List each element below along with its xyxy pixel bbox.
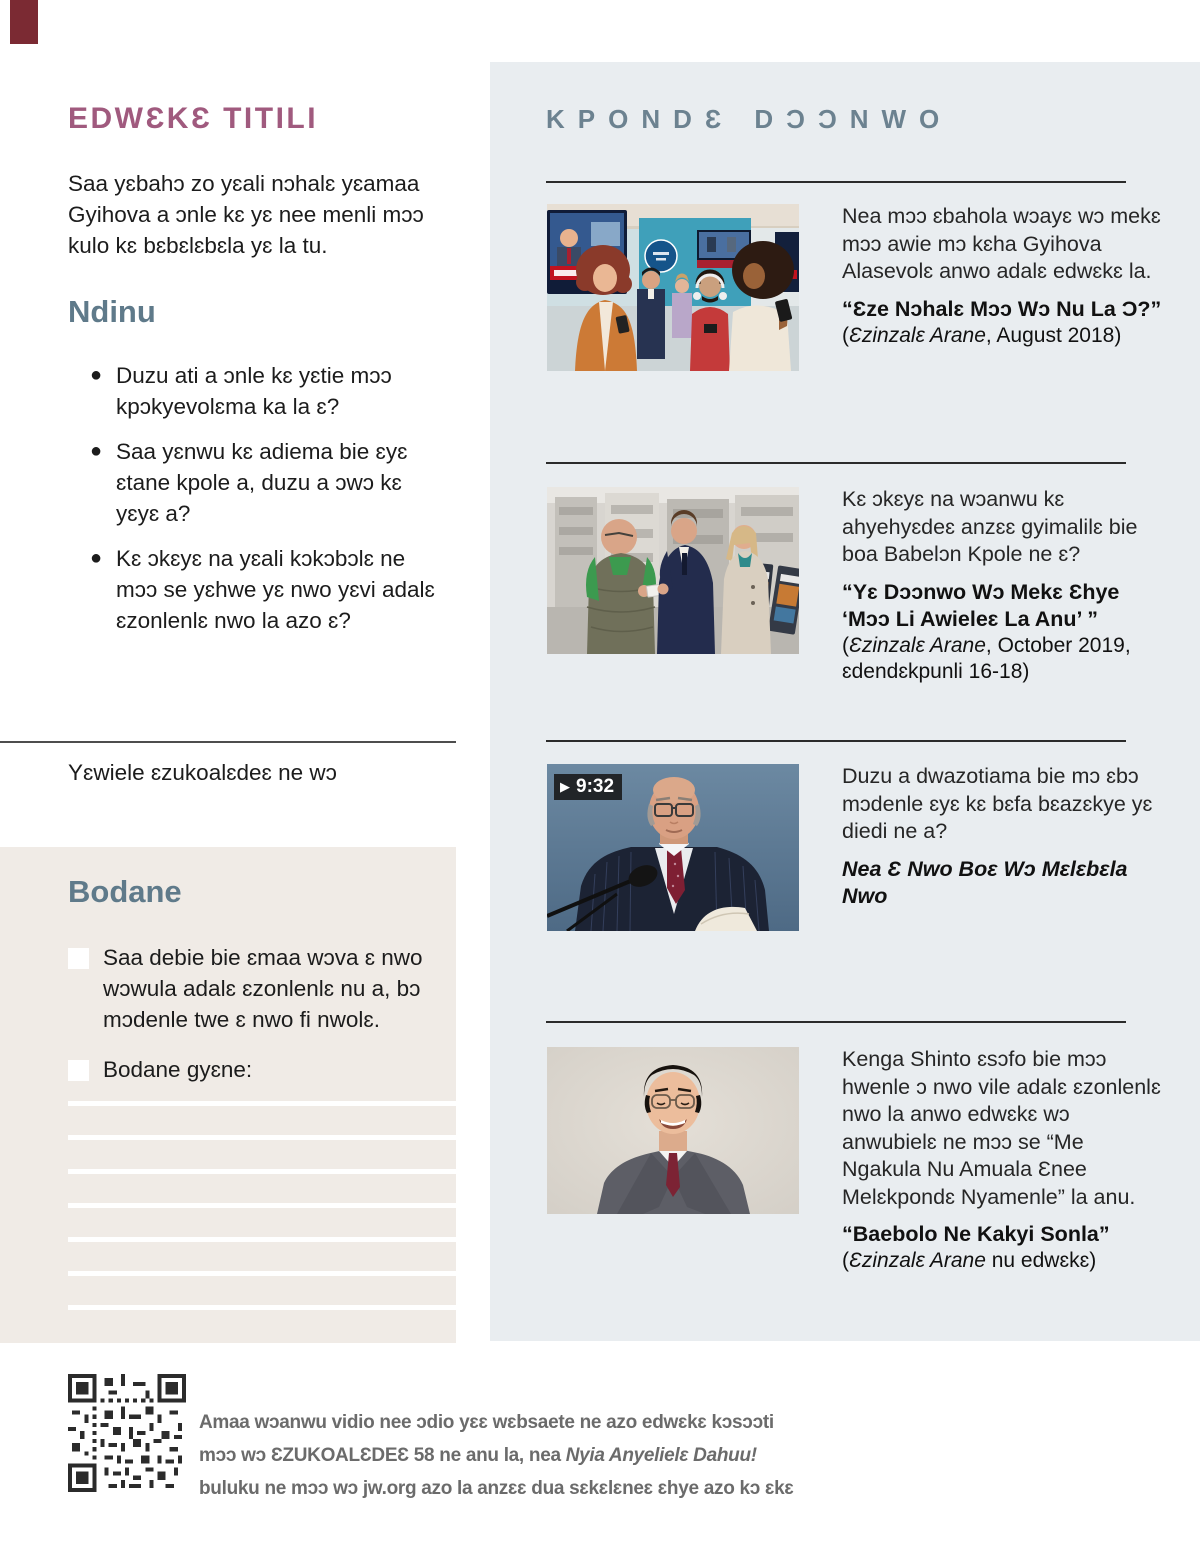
study-article-title-heading: EDWƐKƐ TITILI xyxy=(68,102,319,135)
study-article-intro: Saa yɛbahɔ zo yɛali nɔhalɛ yɛamaa Gyihova a ɔnle kɛ yɛ nee menli mɔɔ kulo kɛ bɛbɛlɛbɛla yɛ la tu. xyxy=(68,171,424,258)
item-description: Duzu a dwazotiama bie mɔ ɛbɔ mɔdenle ɛyɛ kɛ bɛfa bɛazɛkye yɛ diedi ne a? xyxy=(842,764,1153,843)
writing-line xyxy=(68,1237,456,1242)
photo-smiling-man-portrait xyxy=(547,1047,799,1214)
checkbox[interactable] xyxy=(68,1060,89,1081)
item-title: “Yɛ Dɔɔnwo Wɔ Mekɛ Ɛhye ‘Mɔɔ Li Awieleɛ La Anu’ ” xyxy=(842,579,1120,631)
bullet-icon: ● xyxy=(90,364,103,386)
footer-line: mɔɔ wɔ ƐZUKOALƐDEƐ 58 ne anu la, nea Nyia Anyelielɛ Dahuu! xyxy=(199,1445,757,1466)
find-out-more-item xyxy=(842,1046,1164,1274)
writing-line xyxy=(68,1203,456,1208)
bodane-heading: Bodane xyxy=(68,874,182,909)
video-duration-badge xyxy=(554,774,622,800)
qr-code-image xyxy=(68,1374,186,1492)
list-item xyxy=(90,543,450,636)
footer-line: buluku ne mɔɔ wɔ jw.org azo la anzɛɛ dua sɛkɛlɛneɛ ɛhye azo kɔ ɛkɛ xyxy=(199,1478,794,1499)
item-title: Nea Ɛ Nwo Boɛ Wɔ Mɛlɛbɛla Nwo xyxy=(842,856,1128,908)
bullet-icon: ● xyxy=(90,440,103,462)
portrait-photo xyxy=(547,1047,799,1214)
panel-heading: KPONDƐ DƆƆNWO xyxy=(546,104,953,134)
checkbox-label: Bodane gyɛne: xyxy=(103,1057,253,1082)
list-item xyxy=(90,360,450,422)
find-out-more-item xyxy=(842,203,1164,349)
qr-code xyxy=(68,1374,186,1492)
play-icon: ▶ xyxy=(560,779,570,794)
ndinu-heading: Ndinu xyxy=(68,294,156,329)
find-out-more-item xyxy=(842,486,1164,685)
item-description: Kenga Shinto ɛsɔfo bie mɔɔ hwenle ɔ nwo vile adalɛ ɛzonlenlɛ nwo la anwo edwɛkɛ wɔ anwubielɛ ne mɔɔ se “Me Ngakula Nu Amuala Ɛnee Melɛkpondɛ Nyamenle” la anu. xyxy=(842,1047,1161,1209)
item-source: (Ɛzinzalɛ Arane nu edwɛkɛ) xyxy=(842,1249,1097,1272)
item-description: Kɛ ɔkɛyɛ na wɔanwu kɛ ahyehyɛdeɛ anzɛɛ gyimalilɛ bie boa Babelɔn Kpole ne ɛ? xyxy=(842,487,1138,566)
writing-lines xyxy=(68,1101,456,1339)
news-screens-illustration xyxy=(547,204,799,371)
item-description: Nea mɔɔ ɛbahola wɔayɛ wɔ mekɛ mɔɔ awie mɔ kɛha Gyihova Alasevolɛ anwo adalɛ edwɛkɛ la. xyxy=(842,204,1161,283)
writing-line xyxy=(68,1135,456,1140)
item-source: (Ɛzinzalɛ Arane, August 2018) xyxy=(842,323,1122,347)
photo-street-witnessing xyxy=(547,487,799,654)
bullet-text: Saa yɛnwu kɛ adiema bie ɛyɛ ɛtane kpole a, duzu a ɔwɔ kɛ yɛyɛ a? xyxy=(116,439,408,526)
writing-line xyxy=(68,1101,456,1106)
bullet-text: Duzu ati a ɔnle kɛ yɛtie mɔɔ kpɔkyevolɛma ka la ɛ? xyxy=(116,363,392,419)
song-line: Yɛwiele ɛzukoalɛdeɛ ne wɔ xyxy=(68,760,337,785)
section-divider xyxy=(546,1021,1126,1023)
footer-instructions xyxy=(199,1406,809,1505)
item-title: “Ɛze Nɔhalɛ Mɔɔ Wɔ Nu La Ɔ?” xyxy=(842,296,1162,321)
list-item xyxy=(90,436,450,529)
page-corner-tab xyxy=(10,0,38,44)
bullet-text: Kɛ ɔkɛyɛ na yɛali kɔkɔbɔlɛ ne mɔɔ se yɛhwe yɛ nwo yɛvi adalɛ ɛzonlenlɛ nwo la azo ɛ? xyxy=(116,546,435,633)
find-out-more-item xyxy=(842,763,1164,910)
checkbox[interactable] xyxy=(68,948,89,969)
left-column-divider xyxy=(0,741,456,743)
public-witnessing-photo xyxy=(547,487,799,654)
writing-line xyxy=(68,1169,456,1174)
video-duration: 9:32 xyxy=(576,776,615,797)
bullet-icon: ● xyxy=(90,547,103,569)
illustration-people-phones xyxy=(547,204,799,371)
question-bullet-list xyxy=(90,360,450,650)
section-divider xyxy=(546,181,1126,183)
item-title: “Baebolo Ne Kakyi Sonla” xyxy=(842,1222,1110,1246)
writing-line xyxy=(68,1305,456,1310)
checkbox-label: Saa debie bie ɛmaa wɔva ɛ nwo wɔwula adalɛ ɛzonlenlɛ nu a, bɔ mɔdenle twe ɛ nwo fi nwolɛ. xyxy=(103,945,423,1032)
section-divider xyxy=(546,462,1126,464)
section-divider xyxy=(546,740,1126,742)
item-source: (Ɛzinzalɛ Arane, October 2019, ɛdendɛkpunli 16-18) xyxy=(842,633,1131,683)
video-thumbnail xyxy=(547,764,799,931)
writing-line xyxy=(68,1271,456,1276)
footer-line: Amaa wɔanwu vidio nee ɔdio yɛɛ wɛbsaete ne azo edwɛkɛ kɔsɔɔti xyxy=(199,1412,774,1433)
